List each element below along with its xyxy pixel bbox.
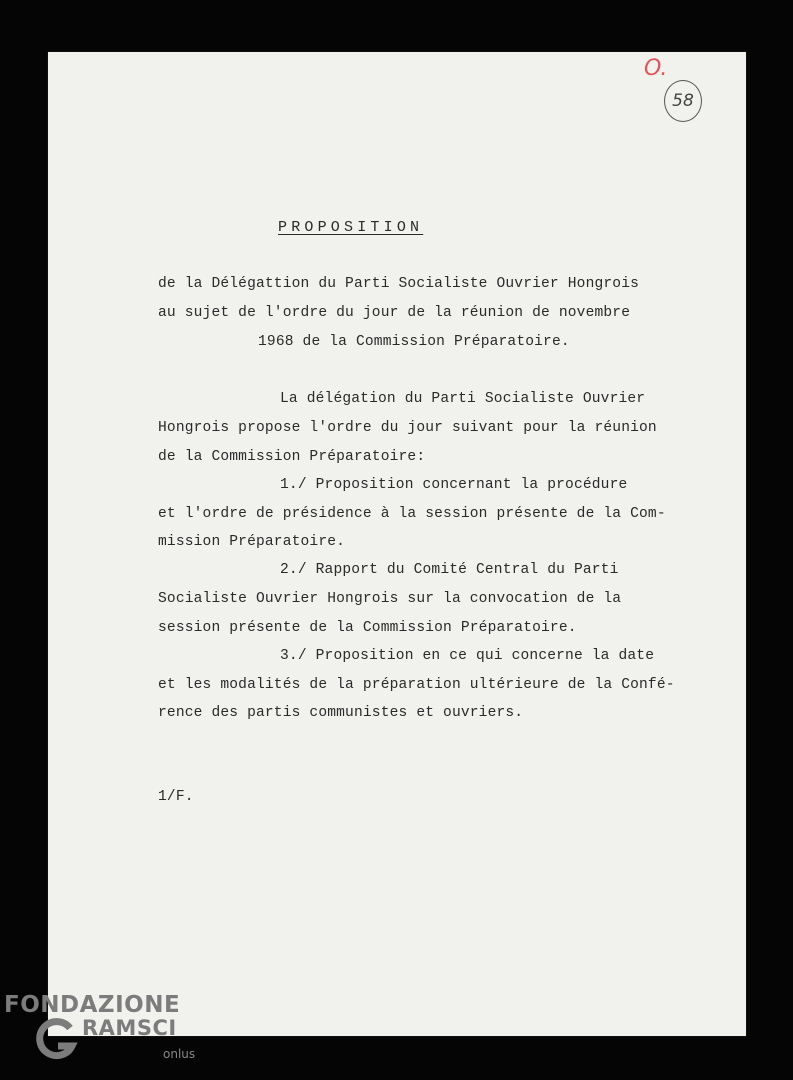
body-line: mission Préparatoire.: [158, 534, 346, 550]
body-line: session présente de la Commission Préparatoire.: [158, 620, 577, 636]
document-page: [48, 52, 746, 1036]
intro-line: de la Délégattion du Parti Socialiste Ouvrier Hongrois: [158, 276, 640, 292]
agenda-item-2: 2./ Rapport du Comité Central du Parti: [280, 562, 619, 578]
document-title: PROPOSITION: [278, 219, 424, 236]
body-line: Hongrois propose l'ordre du jour suivant pour la réunion: [158, 420, 657, 436]
footer-reference: 1/F.: [158, 789, 194, 805]
intro-line: 1968 de la Commission Préparatoire.: [258, 334, 570, 350]
intro-line: au sujet de l'ordre du jour de la réunion de novembre: [158, 305, 631, 321]
body-line: de la Commission Préparatoire:: [158, 449, 426, 465]
body-line: Socialiste Ouvrier Hongrois sur la convocation de la: [158, 591, 622, 607]
circled-page-number: 58: [664, 80, 702, 122]
watermark-line-2: RAMSCI: [82, 1016, 177, 1040]
watermark-line-3: onlus: [163, 1047, 196, 1061]
body-line: et les modalités de la préparation ultérieure de la Confé-: [158, 677, 675, 693]
fondazione-gramsci-watermark: [4, 992, 196, 1061]
agenda-item-3: 3./ Proposition en ce qui concerne la date: [280, 648, 655, 664]
body-line: rence des partis communistes et ouvriers.: [158, 705, 524, 721]
gramsci-g-logo-icon: [34, 1018, 78, 1062]
red-annotation-mark: O.: [644, 56, 668, 81]
body-line: La délégation du Parti Socialiste Ouvrier: [280, 391, 646, 407]
agenda-item-1: 1./ Proposition concernant la procédure: [280, 477, 628, 493]
body-line: et l'ordre de présidence à la session présente de la Com-: [158, 506, 666, 522]
watermark-line-1: FONDAZIONE: [4, 992, 181, 1018]
